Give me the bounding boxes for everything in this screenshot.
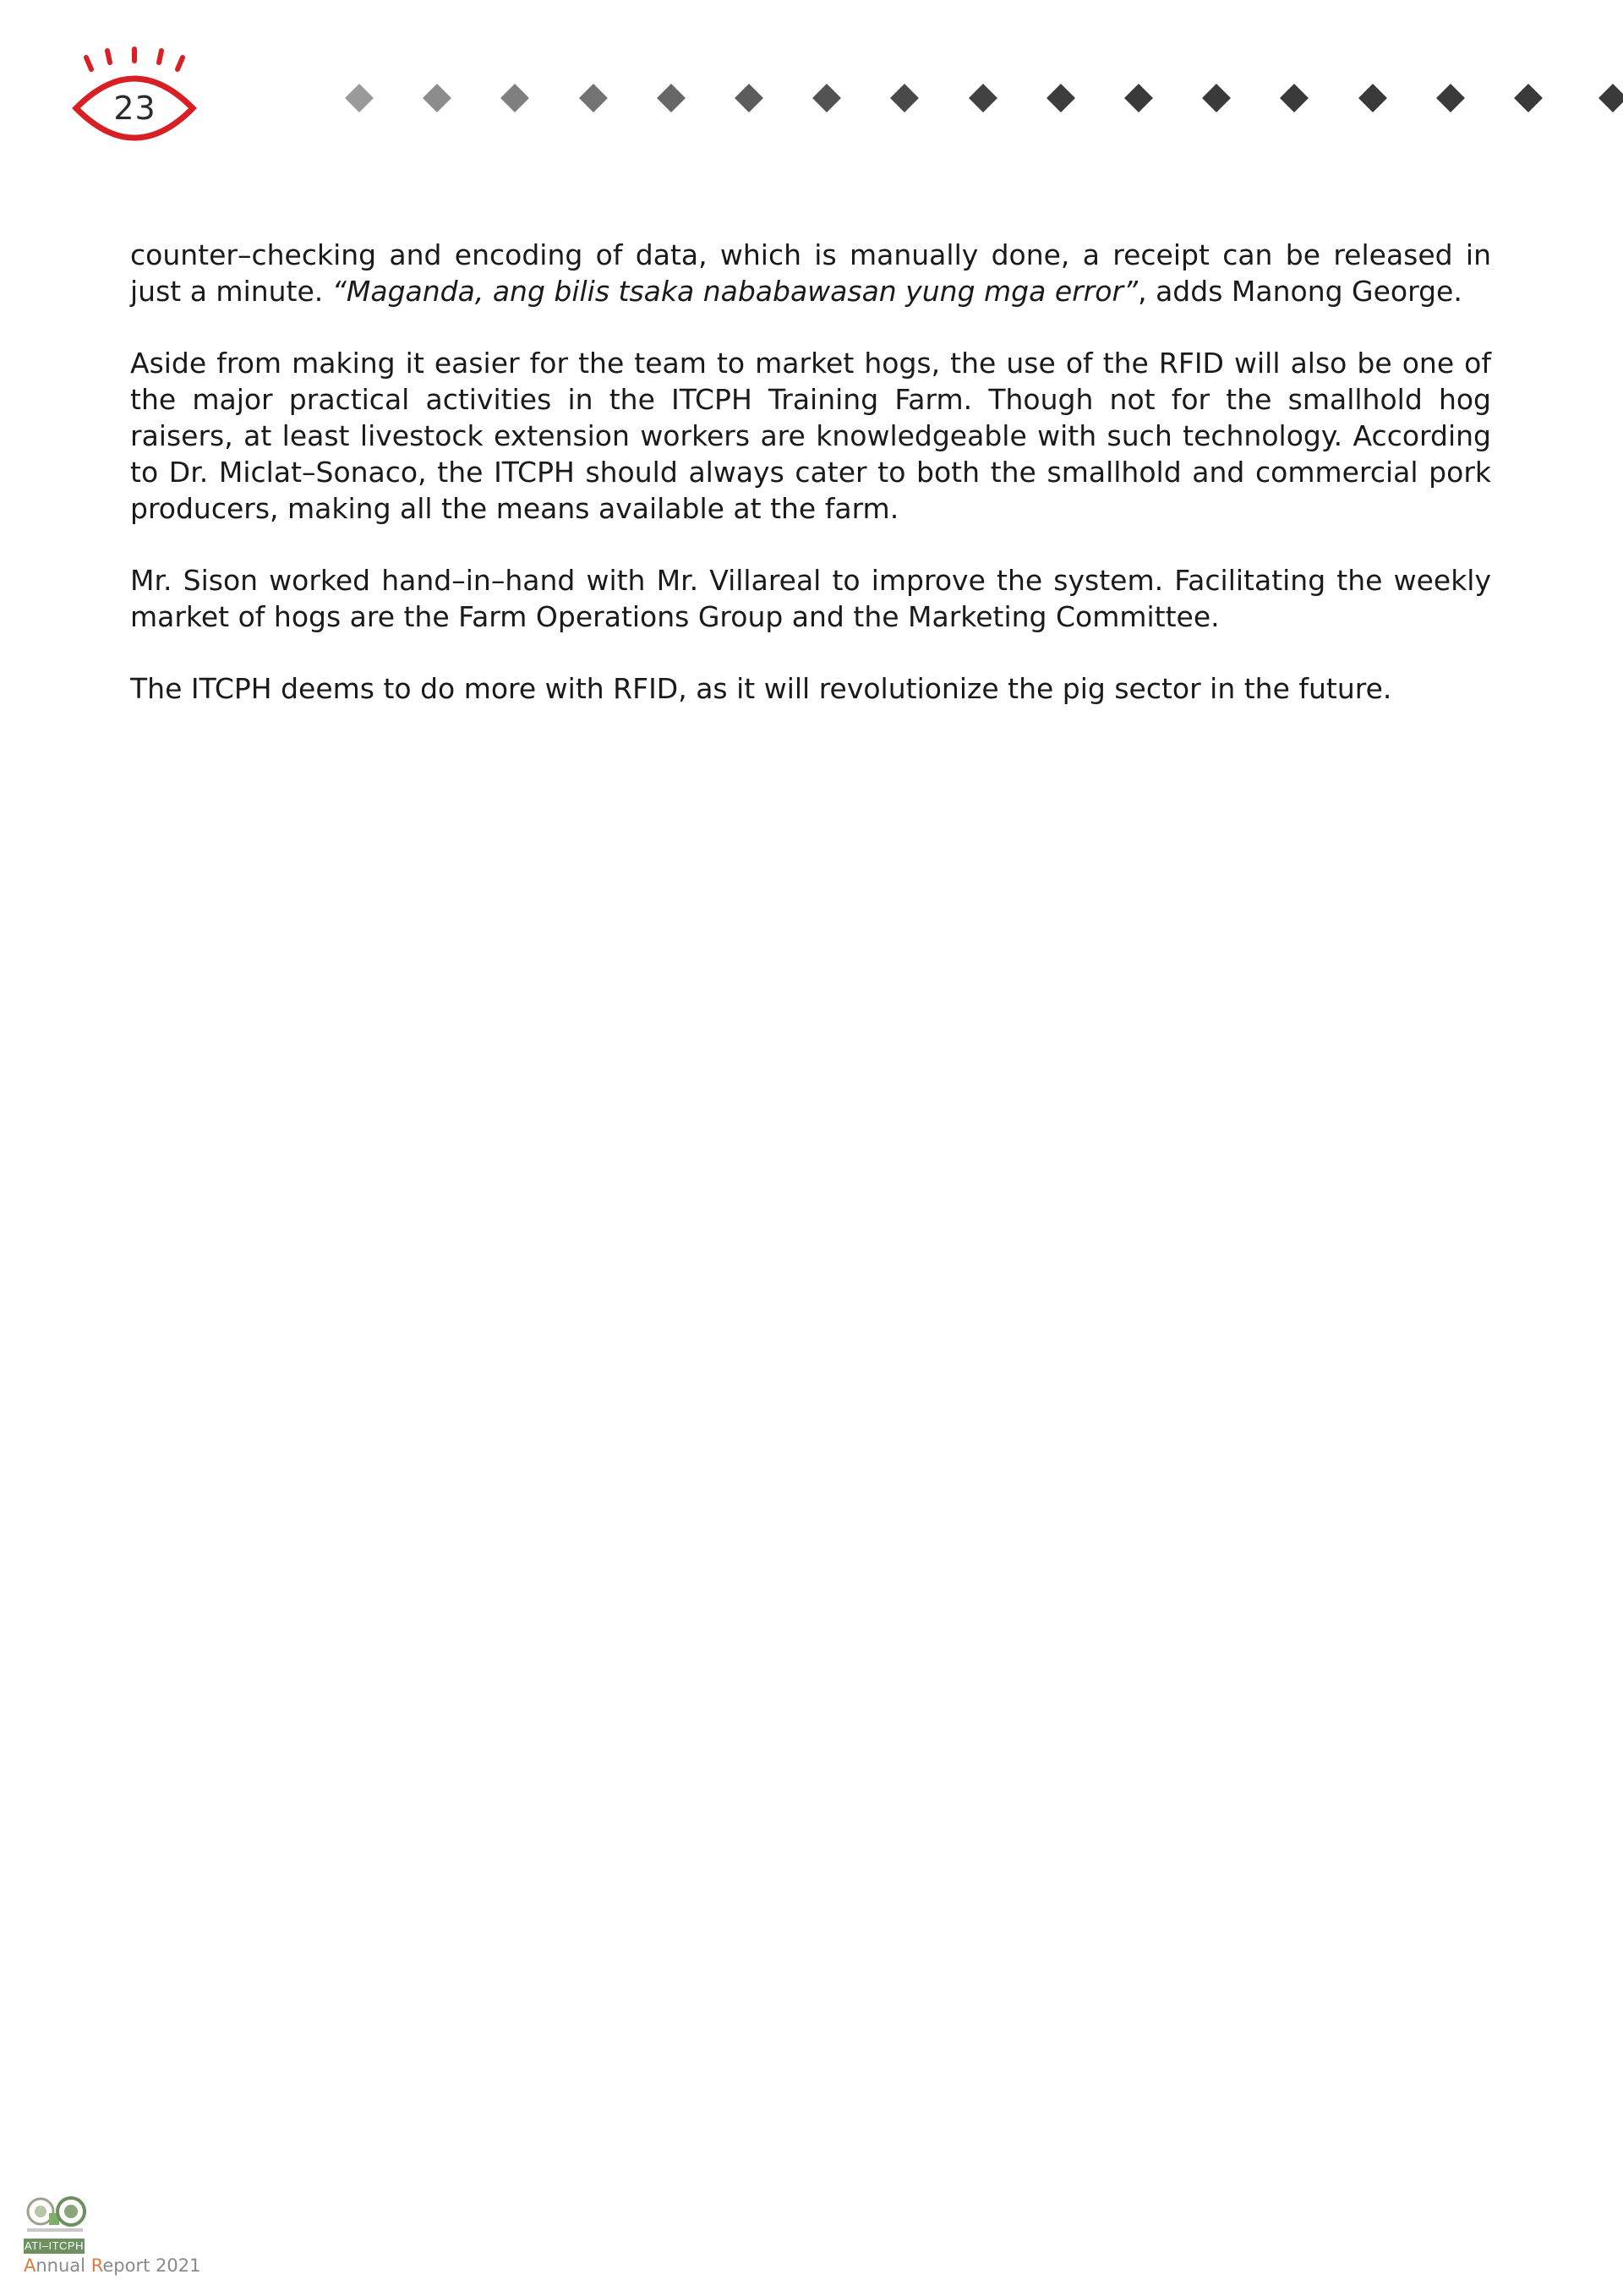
diamond-divider-icon (890, 84, 919, 112)
diamond-divider-icon (1046, 84, 1075, 112)
diamond-divider-icon (969, 84, 997, 112)
report-title-initial-a: A (24, 2255, 36, 2276)
diamond-divider-icon (423, 84, 451, 112)
report-title-rest: eport 2021 (102, 2255, 201, 2276)
diamond-divider-icon (579, 84, 608, 112)
page-header (0, 0, 1623, 169)
paragraph-1-text-end: , adds Manong George. (1138, 275, 1462, 308)
diamond-divider (0, 0, 1623, 169)
diamond-divider-icon (735, 84, 763, 112)
diamond-divider-icon (500, 84, 529, 112)
report-title-initial-r: R (90, 2255, 103, 2276)
org-label: ATI–ITCPH (25, 2239, 84, 2252)
diamond-divider-icon (1514, 84, 1543, 112)
diamond-divider-icon (1358, 84, 1387, 112)
diamond-divider-icon (1202, 84, 1231, 112)
diamond-divider-icon (345, 84, 374, 112)
diamond-divider-icon (657, 84, 686, 112)
diamond-divider-icon (812, 84, 841, 112)
quote-text: “Maganda, ang bilis tsaka nababawasan yung mga error” (331, 275, 1139, 308)
paragraph-2: Aside from making it easier for the team to market hogs, the use of the RFID will also be one of the major practical activities in the ITCPH Training Farm. Though not for the smallhold hog raisers, at least livestock extension workers are knowledgeable with such technology. According to Dr. Miclat–Sonaco, the ITCPH should always cater to both the smallhold and commercial pork producers, making all the means available at the farm. (130, 347, 1491, 525)
page-number: 23 (113, 90, 156, 127)
diamond-divider-icon (1124, 84, 1153, 112)
article-body (130, 237, 1491, 742)
page-footer (24, 2195, 243, 2279)
diamond-divider-icon (1598, 84, 1623, 112)
report-title-word1: nnual (36, 2255, 91, 2276)
paragraph-4: The ITCPH deems to do more with RFID, as it will revolutionize the pig sector in the future. (130, 672, 1392, 705)
paragraph-1 (130, 237, 1491, 309)
diamond-divider-icon (1280, 84, 1309, 112)
org-logos-icon (24, 2195, 91, 2239)
report-title (24, 2255, 200, 2276)
paragraph-3: Mr. Sison worked hand–in–hand with Mr. Villareal to improve the system. Facilitating the weekly market of hogs are the Farm Operations Group and the Marketing Committee. (130, 564, 1491, 633)
paragraph-1-text-start: counter–checking and encoding of data, which is manually done, a receipt can be released in just a minute. (130, 238, 1491, 308)
diamond-divider-icon (1436, 84, 1465, 112)
